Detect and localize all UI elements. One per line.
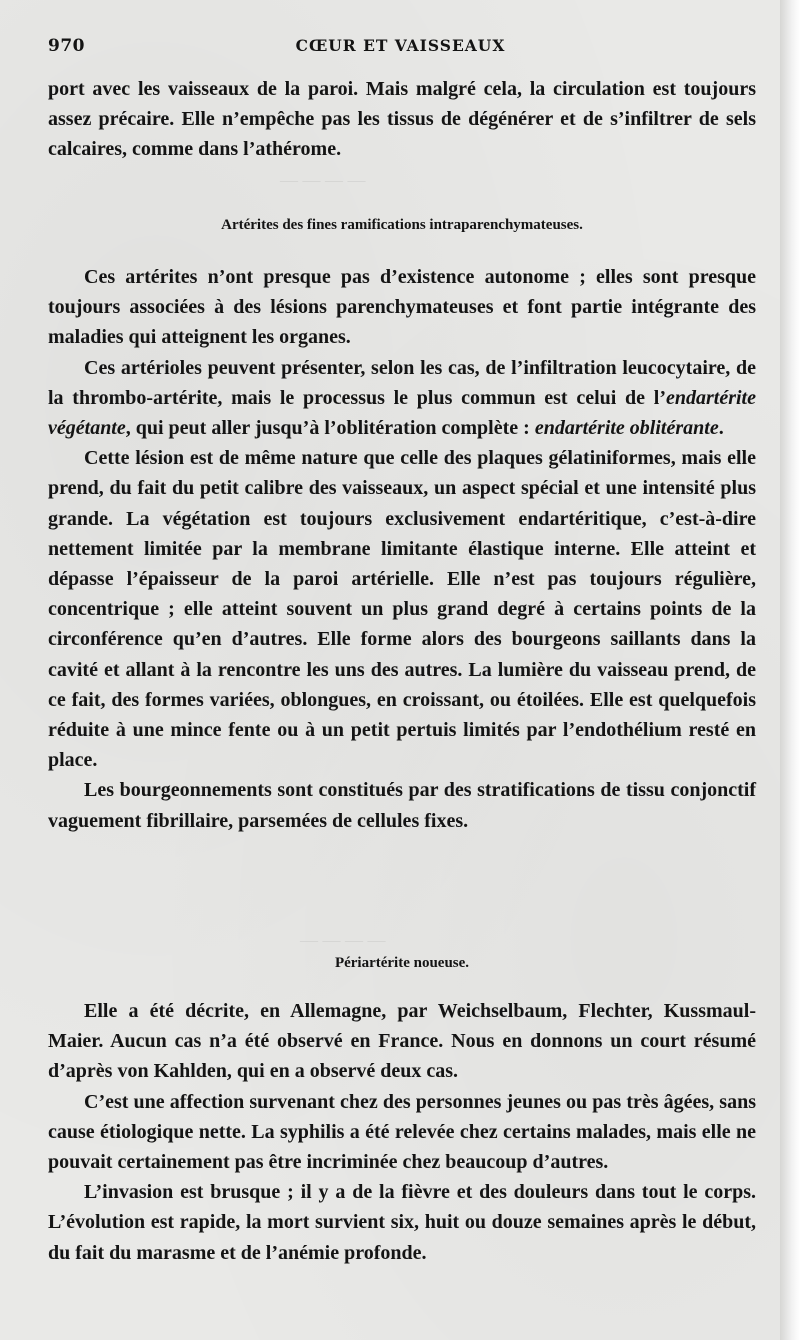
section-heading: Artérites des fines ramifications intraparenchymateuses. [221, 217, 583, 233]
paragraph: L’invasion est brusque ; il y a de la fièvre et des douleurs dans tout le corps. L’évolution est rapide, la mort survient six, huit ou douze semaines après le début, du fait du marasme et de l’anémie profonde. [48, 1181, 756, 1264]
running-title: CŒUR ET VAISSEAUX [295, 36, 506, 55]
paragraph: Les bourgeonnements sont constitués par des stratifications de tissu conjonctif vaguement fibrillaire, parsemées de cellules fixes. [48, 779, 756, 832]
paragraph-text: . [718, 417, 724, 440]
paragraph: Elle a été décrite, en Allemagne, par Weichselbaum, Flechter, Kussmaul-Maier. Aucun cas n’a été observé en France. Nous en donnons un court résumé d’après von Kahlden, qui en a observé deux cas. [48, 1000, 756, 1083]
section-heading: Périartérite noueuse. [334, 955, 470, 971]
page-edge [780, 0, 800, 1340]
paragraph-text: Ces artérioles peuvent présenter, selon les cas, de l’infiltration leucocytaire, de la thrombo-artérite, mais le processus le plus commun est celui de l’ [48, 356, 756, 409]
paragraph: Ces artérites n’ont presque pas d’existence autonome ; elles sont presque toujours associées à des lésions parenchymateuses et font partie intégrante des maladies qui atteignent les organes. [48, 266, 756, 349]
emphasis-term: endartérite végétante [48, 386, 756, 440]
paragraph [48, 353, 756, 444]
emphasis-term: endartérite oblitérante [534, 417, 719, 440]
running-head [48, 36, 753, 60]
show-through-text: — — — — [300, 930, 386, 950]
paragraph: Cette lésion est de même nature que celle des plaques gélatiniformes, mais elle prend, du fait du petit calibre des vaisseaux, un aspect spécial et une intensité plus grande. La végétation est toujours exclusivement endartéritique, c’est-à-dire nettement limitée par la membrane limitante élastique interne. Elle atteint et dépasse l’épaisseur de la paroi artérielle. Elle n’est pas toujours régulière, concentrique ; elle atteint souvent un plus grand degré à certains points de la circonférence qu’en d’autres. Elle forme alors des bourgeons saillants dans la cavité et allant à la rencontre les uns des autres. La lumière du vaisseau prend, de ce fait, des formes variées, oblongues, en croissant, ou étoilées. Elle est quelquefois réduite à une mince fente ou à un petit pertuis limités par l’endothélium resté en place. [48, 447, 756, 772]
text-block-arterites [48, 262, 756, 836]
paragraph-text: , qui peut aller jusqu’à l’oblitération complète : [125, 417, 535, 440]
page-number: 970 [48, 36, 85, 56]
text-block-periarterite [48, 996, 756, 1268]
show-through-text: — — — — [280, 170, 366, 190]
paragraph: port avec les vaisseaux de la paroi. Mais malgré cela, la circulation est toujours assez précaire. Elle n’empêche pas les tissus de dégénérer et de s’infiltrer de sels calcaires, comme dans l’athérome. [48, 78, 756, 161]
text-block-intro [48, 74, 756, 165]
paragraph: C’est une affection survenant chez des personnes jeunes ou pas très âgées, sans cause étiologique nette. La syphilis a été relevée chez certains malades, mais elle ne pouvait certainement pas être incriminée chez beaucoup d’autres. [48, 1090, 756, 1174]
